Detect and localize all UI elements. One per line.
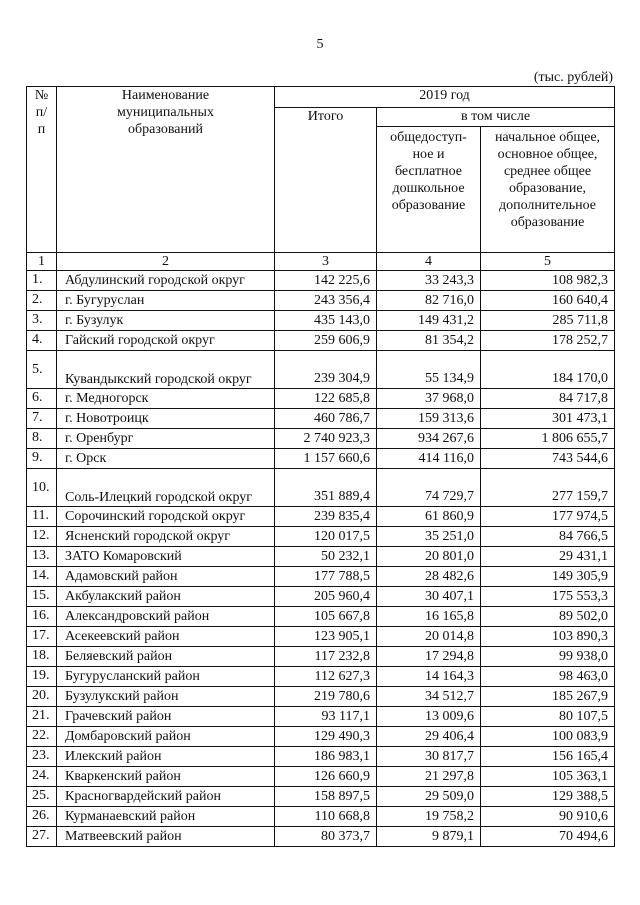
page-number: 5 (316, 37, 324, 52)
row-name: Бузулукский район (57, 687, 275, 707)
column-number: 1 (27, 253, 57, 271)
row-num: 12. (27, 527, 57, 547)
header-including: в том числе (377, 108, 615, 127)
row-general: 89 502,0 (481, 607, 615, 627)
row-total: 158 897,5 (275, 787, 377, 807)
table-row (27, 469, 615, 507)
table-row (27, 291, 615, 311)
row-name: г. Бузулук (57, 311, 275, 331)
row-num: 27. (27, 827, 57, 847)
row-name: г. Оренбург (57, 429, 275, 449)
table-row (27, 727, 615, 747)
row-preschool: 82 716,0 (377, 291, 481, 311)
table-row (27, 567, 615, 587)
row-preschool: 55 134,9 (377, 351, 481, 389)
header-total: Итого (275, 108, 377, 253)
row-preschool: 30 817,7 (377, 747, 481, 767)
row-name: Асекеевский район (57, 627, 275, 647)
column-number: 2 (57, 253, 275, 271)
row-name: Адамовский район (57, 567, 275, 587)
row-total: 460 786,7 (275, 409, 377, 429)
row-total: 435 143,0 (275, 311, 377, 331)
row-preschool: 934 267,6 (377, 429, 481, 449)
row-num: 7. (27, 409, 57, 429)
row-general: 160 640,4 (481, 291, 615, 311)
row-total: 120 017,5 (275, 527, 377, 547)
row-num: 20. (27, 687, 57, 707)
row-general: 175 553,3 (481, 587, 615, 607)
row-general: 103 890,3 (481, 627, 615, 647)
table-row (27, 587, 615, 607)
row-name: Александровский район (57, 607, 275, 627)
units-label: (тыс. рублей) (533, 70, 613, 85)
row-preschool: 9 879,1 (377, 827, 481, 847)
row-num: 11. (27, 507, 57, 527)
row-name: Абдулинский городской округ (57, 271, 275, 291)
row-total: 259 606,9 (275, 331, 377, 351)
row-num: 8. (27, 429, 57, 449)
table-row (27, 607, 615, 627)
header-name: Наименование муниципальных образований (57, 87, 275, 253)
table-row (27, 807, 615, 827)
row-name: Гайский городской округ (57, 331, 275, 351)
row-num: 1. (27, 271, 57, 291)
row-total: 142 225,6 (275, 271, 377, 291)
row-general: 70 494,6 (481, 827, 615, 847)
header-num: № п/п (27, 87, 57, 253)
row-general: 105 363,1 (481, 767, 615, 787)
table-row (27, 547, 615, 567)
row-preschool: 20 801,0 (377, 547, 481, 567)
row-num: 4. (27, 331, 57, 351)
row-name: г. Новотроицк (57, 409, 275, 429)
header-year: 2019 год (275, 87, 615, 108)
row-name: Ясненский городской округ (57, 527, 275, 547)
row-name: Домбаровский район (57, 727, 275, 747)
row-preschool: 28 482,6 (377, 567, 481, 587)
header-general: начальное общее, основное общее, среднее общее образование, дополнительное образование (481, 127, 615, 253)
row-preschool: 35 251,0 (377, 527, 481, 547)
row-general: 743 544,6 (481, 449, 615, 469)
table-row (27, 449, 615, 469)
row-general: 156 165,4 (481, 747, 615, 767)
row-name: ЗАТО Комаровский (57, 547, 275, 567)
table-row (27, 707, 615, 727)
row-preschool: 34 512,7 (377, 687, 481, 707)
row-name: Сорочинский городской округ (57, 507, 275, 527)
row-general: 149 305,9 (481, 567, 615, 587)
row-preschool: 29 509,0 (377, 787, 481, 807)
row-num: 3. (27, 311, 57, 331)
table-row (27, 527, 615, 547)
row-preschool: 37 968,0 (377, 389, 481, 409)
row-num: 5. (27, 351, 57, 389)
row-total: 219 780,6 (275, 687, 377, 707)
row-num: 19. (27, 667, 57, 687)
row-general: 98 463,0 (481, 667, 615, 687)
table-row (27, 647, 615, 667)
row-name: Курманаевский район (57, 807, 275, 827)
row-name: Кваркенский район (57, 767, 275, 787)
row-general: 177 974,5 (481, 507, 615, 527)
row-num: 18. (27, 647, 57, 667)
table-row (27, 351, 615, 389)
row-total: 80 373,7 (275, 827, 377, 847)
row-preschool: 13 009,6 (377, 707, 481, 727)
row-name: Илекский район (57, 747, 275, 767)
row-general: 99 938,0 (481, 647, 615, 667)
row-preschool: 81 354,2 (377, 331, 481, 351)
row-num: 15. (27, 587, 57, 607)
row-general: 129 388,5 (481, 787, 615, 807)
row-name: г. Медногорск (57, 389, 275, 409)
table-row (27, 667, 615, 687)
row-general: 184 170,0 (481, 351, 615, 389)
table-row (27, 827, 615, 847)
row-preschool: 19 758,2 (377, 807, 481, 827)
row-name: Соль-Илецкий городской округ (57, 469, 275, 507)
row-name: г. Орск (57, 449, 275, 469)
column-number: 3 (275, 253, 377, 271)
row-general: 84 717,8 (481, 389, 615, 409)
row-total: 110 668,8 (275, 807, 377, 827)
row-num: 16. (27, 607, 57, 627)
row-general: 301 473,1 (481, 409, 615, 429)
row-num: 26. (27, 807, 57, 827)
row-preschool: 414 116,0 (377, 449, 481, 469)
row-total: 177 788,5 (275, 567, 377, 587)
row-total: 351 889,4 (275, 469, 377, 507)
row-preschool: 21 297,8 (377, 767, 481, 787)
table-row (27, 271, 615, 291)
row-general: 29 431,1 (481, 547, 615, 567)
row-num: 22. (27, 727, 57, 747)
table-row (27, 787, 615, 807)
row-total: 122 685,8 (275, 389, 377, 409)
row-total: 93 117,1 (275, 707, 377, 727)
row-total: 112 627,3 (275, 667, 377, 687)
row-total: 2 740 923,3 (275, 429, 377, 449)
row-num: 13. (27, 547, 57, 567)
row-num: 17. (27, 627, 57, 647)
row-total: 117 232,8 (275, 647, 377, 667)
row-preschool: 61 860,9 (377, 507, 481, 527)
row-preschool: 16 165,8 (377, 607, 481, 627)
table-row (27, 389, 615, 409)
budget-table (26, 86, 615, 847)
row-total: 239 835,4 (275, 507, 377, 527)
row-name: Грачевский район (57, 707, 275, 727)
row-name: Красногвардейский район (57, 787, 275, 807)
row-preschool: 14 164,3 (377, 667, 481, 687)
column-number: 5 (481, 253, 615, 271)
row-preschool: 20 014,8 (377, 627, 481, 647)
table-row (27, 687, 615, 707)
row-general: 90 910,6 (481, 807, 615, 827)
table-row (27, 627, 615, 647)
row-general: 80 107,5 (481, 707, 615, 727)
header-preschool: общедоступ-ное и бесплатное дошкольное образование (377, 127, 481, 253)
row-name: Кувандыкский городской округ (57, 351, 275, 389)
row-num: 14. (27, 567, 57, 587)
row-total: 105 667,8 (275, 607, 377, 627)
row-name: Акбулакский район (57, 587, 275, 607)
row-total: 123 905,1 (275, 627, 377, 647)
row-total: 50 232,1 (275, 547, 377, 567)
row-num: 25. (27, 787, 57, 807)
column-numbers-row (27, 253, 615, 271)
row-total: 186 983,1 (275, 747, 377, 767)
row-general: 1 806 655,7 (481, 429, 615, 449)
column-number: 4 (377, 253, 481, 271)
row-general: 185 267,9 (481, 687, 615, 707)
table-row (27, 409, 615, 429)
row-general: 100 083,9 (481, 727, 615, 747)
row-name: Бугурусланский район (57, 667, 275, 687)
row-name: Беляевский район (57, 647, 275, 667)
row-total: 129 490,3 (275, 727, 377, 747)
row-preschool: 74 729,7 (377, 469, 481, 507)
row-num: 9. (27, 449, 57, 469)
row-total: 239 304,9 (275, 351, 377, 389)
row-num: 10. (27, 469, 57, 507)
table-row (27, 507, 615, 527)
table-row (27, 311, 615, 331)
row-general: 277 159,7 (481, 469, 615, 507)
row-total: 243 356,4 (275, 291, 377, 311)
row-preschool: 149 431,2 (377, 311, 481, 331)
row-name: г. Бугуруслан (57, 291, 275, 311)
row-preschool: 29 406,4 (377, 727, 481, 747)
row-preschool: 30 407,1 (377, 587, 481, 607)
table-row (27, 429, 615, 449)
row-total: 126 660,9 (275, 767, 377, 787)
row-general: 178 252,7 (481, 331, 615, 351)
row-preschool: 159 313,6 (377, 409, 481, 429)
row-name: Матвеевский район (57, 827, 275, 847)
row-general: 108 982,3 (481, 271, 615, 291)
row-num: 21. (27, 707, 57, 727)
row-num: 2. (27, 291, 57, 311)
row-num: 24. (27, 767, 57, 787)
table-row (27, 331, 615, 351)
row-total: 1 157 660,6 (275, 449, 377, 469)
row-general: 84 766,5 (481, 527, 615, 547)
row-preschool: 33 243,3 (377, 271, 481, 291)
row-num: 23. (27, 747, 57, 767)
row-general: 285 711,8 (481, 311, 615, 331)
row-total: 205 960,4 (275, 587, 377, 607)
row-preschool: 17 294,8 (377, 647, 481, 667)
row-num: 6. (27, 389, 57, 409)
table-row (27, 767, 615, 787)
table-row (27, 747, 615, 767)
